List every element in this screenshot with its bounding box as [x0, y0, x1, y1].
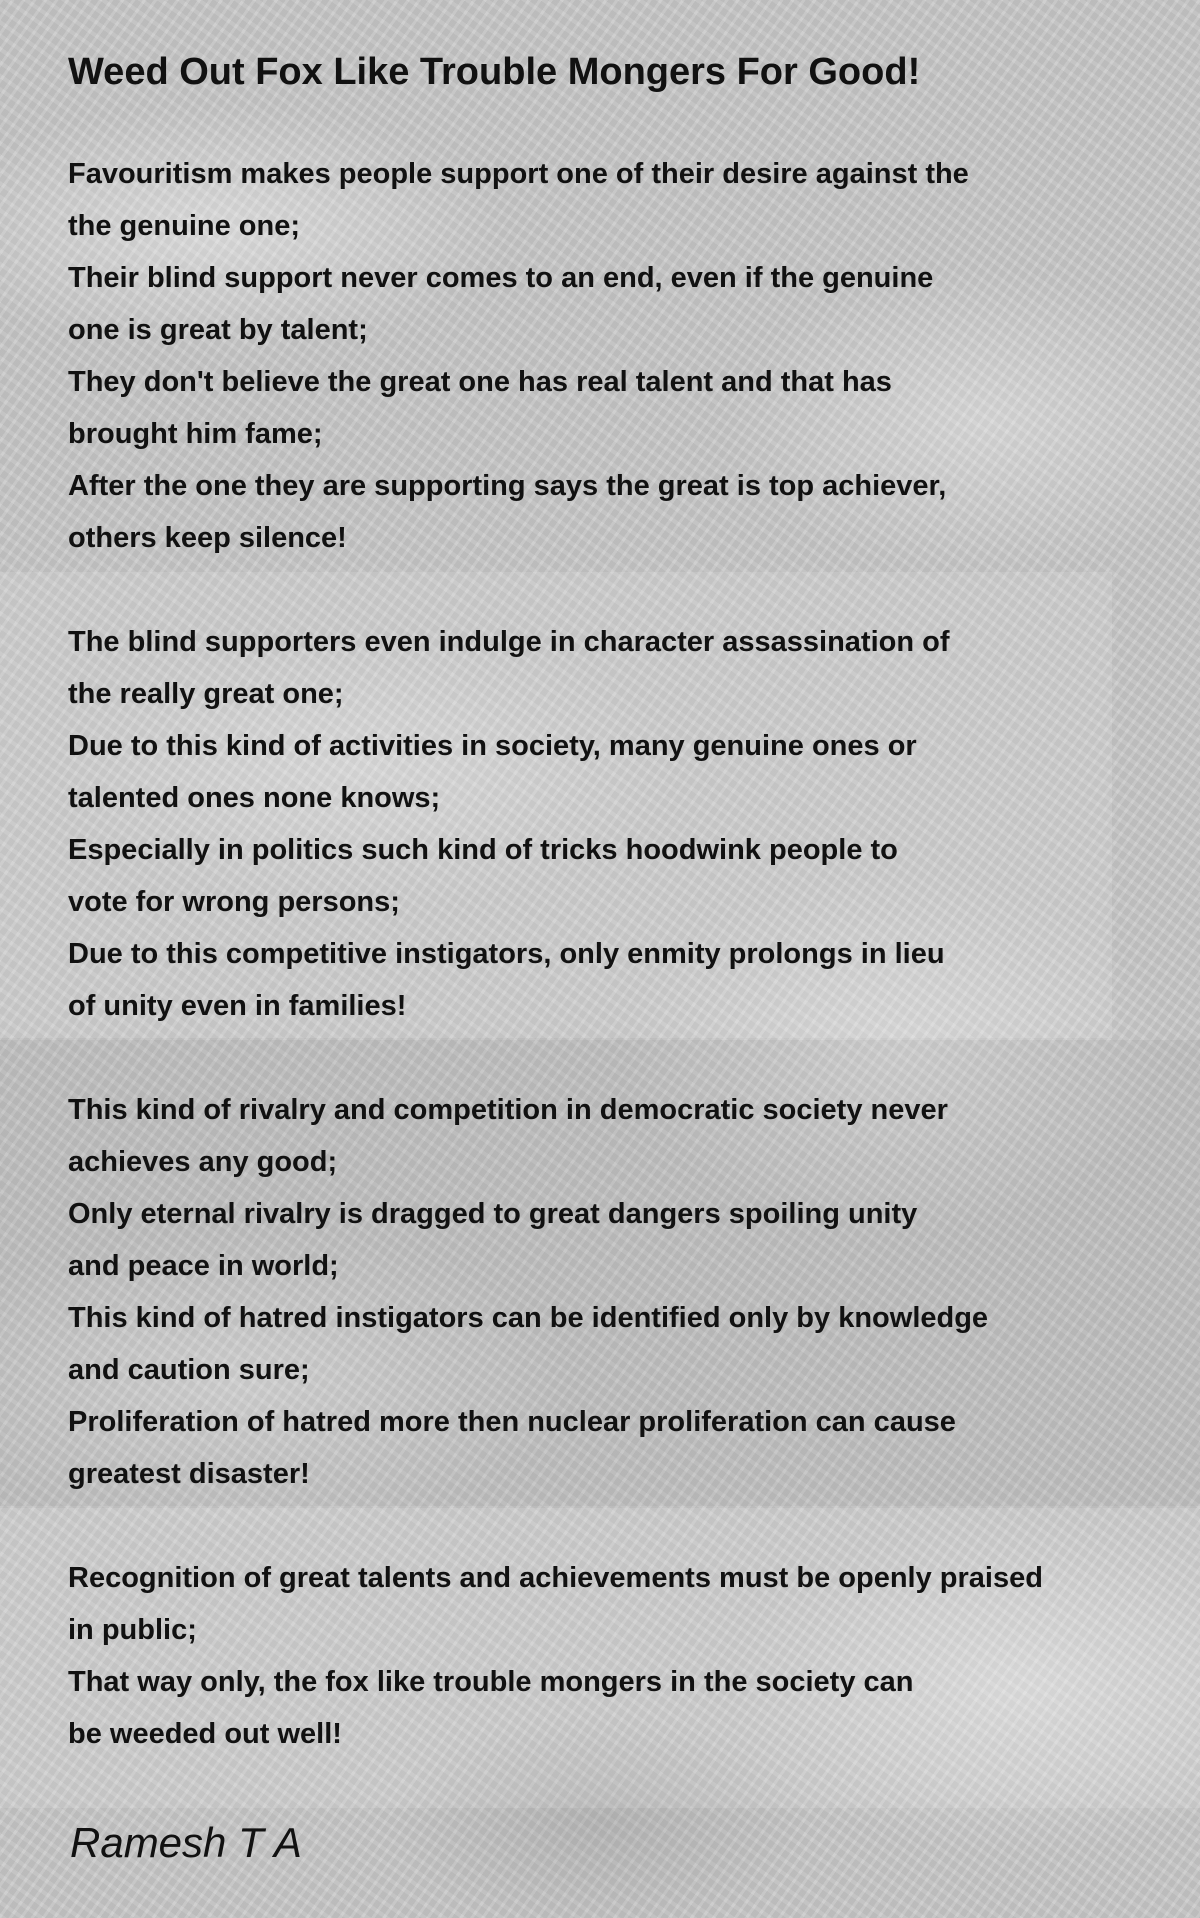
poem-line: This kind of hatred instigators can be identified only by knowledge — [68, 1302, 989, 1334]
stanza-2 — [68, 616, 949, 1032]
poem-line: talented ones none knows; — [68, 782, 441, 814]
poem-line: Favouritism makes people support one of their desire against the — [68, 158, 969, 190]
poem-line: in public; — [68, 1614, 197, 1646]
poem-line: The blind supporters even indulge in character assassination of — [68, 626, 950, 658]
poem-line: Due to this competitive instigators, only enmity prolongs in lieu — [68, 938, 945, 970]
poem-line: and peace in world; — [68, 1250, 339, 1282]
poem-line: be weeded out well! — [68, 1718, 342, 1750]
poem-line: This kind of rivalry and competition in democratic society never — [68, 1094, 948, 1126]
poem-line: That way only, the fox like trouble mongers in the society can — [68, 1666, 914, 1698]
poem-line: After the one they are supporting says the great is top achiever, — [68, 470, 947, 502]
poem-line: and caution sure; — [68, 1354, 310, 1386]
stanza-3 — [68, 1084, 988, 1500]
poem-line: vote for wrong persons; — [68, 886, 400, 918]
poem-line: others keep silence! — [68, 522, 347, 554]
poem-line: Especially in politics such kind of tricks hoodwink people to — [68, 834, 898, 866]
poem-line: one is great by talent; — [68, 314, 368, 346]
poem-line: the genuine one; — [68, 210, 300, 242]
poem-title: Weed Out Fox Like Trouble Mongers For Good! — [68, 51, 921, 93]
poem-line: Due to this kind of activities in society, many genuine ones or — [68, 730, 917, 762]
poem-line: of unity even in families! — [68, 990, 407, 1022]
stanza-4 — [68, 1552, 1043, 1760]
poem-line: brought him fame; — [68, 418, 323, 450]
stanza-1 — [68, 148, 969, 564]
poem-author: Ramesh T A — [70, 1819, 302, 1866]
poem-line: Their blind support never comes to an end, even if the genuine — [68, 262, 934, 294]
poem-line: the really great one; — [68, 678, 344, 710]
poem-line: Only eternal rivalry is dragged to great dangers spoiling unity — [68, 1198, 918, 1230]
poem-line: achieves any good; — [68, 1146, 338, 1178]
poem-line: Proliferation of hatred more then nuclear proliferation can cause — [68, 1406, 956, 1438]
poem-line: greatest disaster! — [68, 1458, 310, 1490]
poem-line: They don't believe the great one has real talent and that has — [68, 366, 892, 398]
poem-line: Recognition of great talents and achievements must be openly praised — [68, 1562, 1043, 1594]
